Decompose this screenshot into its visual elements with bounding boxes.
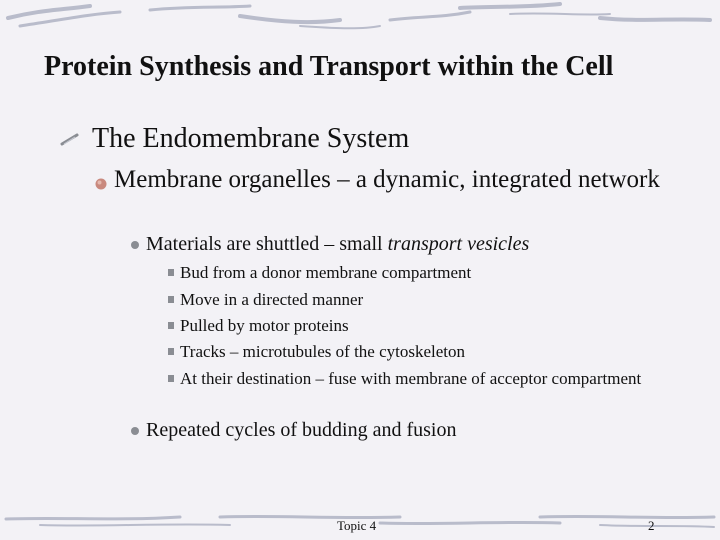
sub-bullet-destination: At their destination – fuse with membrane of acceptor compartment — [180, 369, 642, 388]
square-bullet-icon — [167, 321, 175, 331]
bullet-materials-shuttled — [146, 232, 529, 256]
page-number: 2 — [648, 518, 655, 533]
square-bullet-icon — [167, 374, 175, 384]
square-bullet-icon — [167, 295, 175, 305]
bullet-text: Materials are shuttled – small — [146, 233, 388, 255]
sub-bullet-pulled: Pulled by motor proteins — [180, 316, 349, 335]
heading-endomembrane-system: The Endomembrane System — [92, 123, 410, 154]
sub-bullet-tracks: Tracks – microtubules of the cytoskeleton — [180, 342, 466, 361]
footer-topic: Topic 4 — [337, 518, 377, 533]
square-bullet-icon — [167, 268, 175, 278]
bullet-membrane-organelles: Membrane organelles – a dynamic, integrated network — [114, 166, 660, 193]
sub-bullet-move: Move in a directed manner — [180, 290, 364, 309]
dot-bullet-icon — [130, 426, 140, 436]
bullet-repeated-cycles: Repeated cycles of budding and fusion — [146, 419, 457, 441]
square-bullet-icon — [167, 347, 175, 357]
dot-bullet-icon — [94, 177, 108, 191]
slide-title: Protein Synthesis and Transport within the Cell — [44, 51, 614, 82]
bullet-italic-text: transport vesicles — [387, 233, 530, 255]
sub-bullet-bud: Bud from a donor membrane compartment — [180, 263, 472, 282]
top-chalk-border — [0, 0, 720, 40]
pencil-mark-icon — [60, 132, 80, 146]
dot-bullet-icon — [130, 240, 140, 250]
